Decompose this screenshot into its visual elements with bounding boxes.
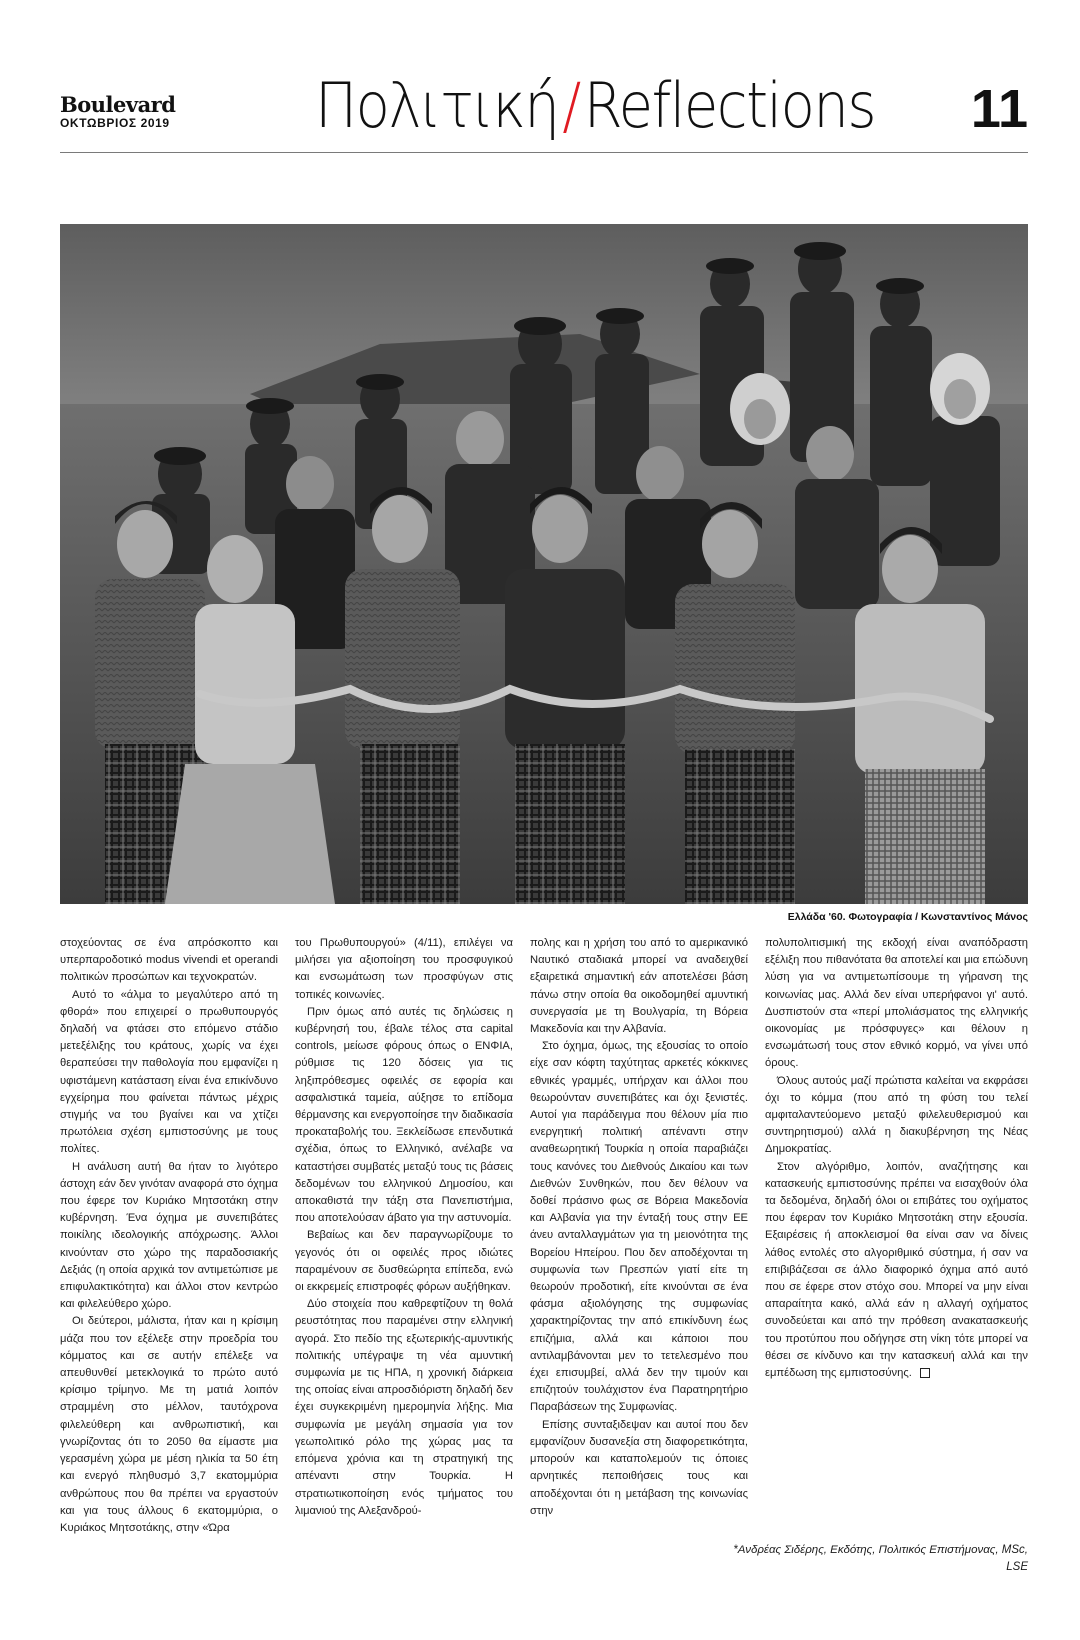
brand-logo: Boulevard (60, 92, 176, 117)
section-name: Πολιτική (315, 70, 559, 143)
article-paragraph: Η ανάλυση αυτή θα ήταν το λιγότερο άστοχη εάν δεν γινόταν αναφορά στο όχημα που έφερε τον Κυριάκο Μητσοτάκη στην κυβέρνηση. Ένα όχημα με συνεπιβάτες ποικίλης ιδεολογικής απόχρωσης. Άλλοι κινούνταν στο χώρο της παραδοσιακής Δεξιάς (η οποία αρχικά τον αντιμετώπισε με επιφυλακτικότητα) και άλλοι στον κεντρώο και φιλελεύθερο χώρο. (60, 1160, 278, 1311)
section-slash: / (562, 70, 580, 143)
article-paragraph: πολυπολιτισμική της εκδοχή είναι αναπόδραστη εξέλιξη που πιθανότατα θα αποτελεί και μια επώδυνη λύση για να αντιμετωπίσουμε τη γήρανση της κοινωνίας μας. Αλλά δεν είναι υπερήφανοι γι' αυτό. Δυσπιστούν στα «περί μπολιάσματος της ελληνικής οικονομίας με πρόσφυγες» και θέλουν η ενσωμάτωσή τους στον εθνικό κορμό, να γίνει υπό όρους. (765, 937, 1028, 1070)
article-paragraph: Στο όχημα, όμως, της εξουσίας το οποίο είχε σαν κόφτη ταχύτητας αρκετές κόκκινες εθνικές γραμμές, υπήρχαν και άλλοι που θεωρούνταν συνεπιβάτες και όχι ξενιστές. Αυτοί για παράδειγμα που θέλουν μία πιο ενεργητική πολιτική απέναντι στην αναθεωρητική Τουρκία η οποία παραβιάζει τους κανόνες του Διεθνούς Δικαίου και των Διεθνών Συνθηκών, που δεν θέλουν να δοθεί πράσινο φως σε Βόρεια Μακεδονία και Αλβανία για την ένταξή τους στην ΕΕ άνευ ανταλλαγμάτων για τη μειονότητα της Βορείου Ηπείρου. Που δεν αποδέχονται τη συμφωνία των Πρεσπών γιατί είτε τη θεωρούν προδοτική, είτε κινούνται σε ένα φάσμα αξιολόγησης της συμφωνίας χαρακτηρίζοντας την από επικίνδυνη έως επιζήμια, αλλά και κάποιοι που αντιλαμβάνονται μεν το τετελεσμένο που έχει επισυμβεί, αλλά δεν την τιμούν και επιζητούν τουλάχιστον ένα Παρατηρητήριο Παραβάσεων της Συμφωνίας. (530, 1040, 748, 1414)
article-paragraph: πολης και η χρήση του από το αμερικανικό Ναυτικό σταδιακά μπορεί να αναδειχθεί εξαιρετικά σημαντική εάν αποτελέσει βάση πάνω στην οποία θα οικοδομηθεί αμυντική συνεργασία με τη Βουλγαρία, τη Βόρεια Μακεδονία και την Αλβανία. (530, 937, 748, 1036)
section-name-en: Reflections (583, 70, 876, 143)
article-paragraph: Πριν όμως από αυτές τις δηλώσεις η κυβέρνησή του, έβαλε τέλος στα capital controls, μείωσε φόρους όπως ο ΕΝΦΙΑ, ρύθμισε τις 120 δόσεις για τις ληξιπρόθεσμες οφειλές σε εφορία και ασφαλιστικά ταμεία, αύξησε το επίδομα θέρμανσης και ενεργοποίησε την διαδικασία προκαταβολής του. Ξεκλείδωσε επενδυτικά σχέδια, όπως το Ελληνικό, ανέλαβε να καταστήσει συμβατές μεταξύ τους τις βάσεις δεδομένων του ελληνικού Δημοσίου, και αποκαθιστά την τάξη στα Πανεπιστήμια, που αποτελούσαν άβατο για την αστυνομία. (295, 1005, 513, 1225)
issue-date: ΟΚΤΩΒΡΙΟΣ 2019 (60, 116, 170, 130)
article-paragraph (765, 1159, 1028, 1383)
article-paragraph: Αυτό το «άλμα το μεγαλύτερο από τη φθορά» που επιχειρεί ο πρωθυπουργός δηλαδή να φτάσει στο επόμενο στάδιο μετεξέλιξης του κράτους, χωρίς να έχει θεραπεύσει την παθολογία που εμφανίζει η υφιστάμενη κατάσταση είναι ένα επικίνδυνο εγχείρημα που φαίνεται πάντως μέχρις στιγμής να του βγαίνει και να χτίζει πρωτόλεια σχέση εμπιστοσύνης με τους πολίτες. (60, 988, 278, 1156)
article-body (60, 935, 1028, 1595)
page-number: 11 (970, 79, 1028, 139)
article-paragraph: του Πρωθυπουργού» (4/11), επιλέγει να μιλήσει για αξιοποίηση του προσφυγικού και ενσωμάτωση των προσφύγων στις τοπικές κοινωνίες. (295, 937, 513, 1001)
article-paragraph: Οι δεύτεροι, μάλιστα, ήταν και η κρίσιμη μάζα που τον εξέλεξε στην προεδρία του κόμματος και σε αυτήν επέλεξε να απευθυνθεί μετεκλογικά το πρώτο αυτό κρίσιμο τρίμηνο. Με τη ματιά λοιπόν στραμμένη στο μέλλον, ταυτόχρονα φιλελεύθερη και ανθρωπιστική, και γνωρίζοντας ότι το 2050 θα είμαστε μια γερασμένη χώρα με μέση ηλικία τα 50 έτη και ενεργό πληθυσμό 3,7 εκατομμύρια ανθρώπους που θα πρέπει να εργαστούν και για τους άλλους 6 εκατομμύρια, ο Κυριάκος Μητσοτάκης, στην «Ώρα (60, 1315, 278, 1534)
author-byline: *Ανδρέας Σιδέρης, Εκδότης, Πολιτικός Επιστήμονας, MSc, LSE (733, 1544, 1028, 1573)
photo-caption: Ελλάδα '60. Φωτογραφία / Κωνσταντίνος Μάνος (787, 911, 1028, 923)
article-column-1 (60, 935, 278, 1537)
header-rule (60, 152, 1028, 153)
article-paragraph: Όλους αυτούς μαζί πρώτιστα καλείται να εκφράσει όχι το κόμμα (που από τη φύση του τελεί αμφιταλαντεύομενο μεταξύ φιλελευθερισμού και συντηρητισμού) αλλά η διακυβέρνηση της Νέας Δημοκρατίας. (765, 1074, 1028, 1156)
article-paragraph: Βεβαίως και δεν παραγνωρίζουμε το γεγονός ότι οι οφειλές προς ιδιώτες παραμένουν σε δυσθεώρητα επίπεδα, ενώ οι εκκρεμείς επιστροφές φόρων αυξήθηκαν. (295, 1229, 513, 1294)
article-paragraph-text: Στον αλγόριθμο, λοιπόν, αναζήτησης και κατασκευής εμπιστοσύνης πρέπει να εισαχθούν όλα τα δεδομένα, δηλαδή όλοι οι επιβάτες του οχήματος που έφεραν τον Κυριάκο Μητσοτάκη στην εξουσία. Εξαιρέσεις ή αποκλεισμοί θα είναι σαν να δίνεις λάθος εντολές στο αλγοριθμικό σύστημα, ή σαν να επιβιβάζεσαι σε άλλο διαφορικό όχημα από αυτό που σε έφερε στον στόχο σου. Μπορεί να μην είναι απαραίτητα κακό, αλλά εάν η αλλαγή οχήματος συνοδεύεται και από την πρόθεση ανακατασκευής του προτύπου που οδήγησε στη νίκη τότε μπορεί να θέσει σε κίνδυνο και την κατασκευή αλλά και την εμπέδωση της εμπιστοσύνης. (765, 1160, 1028, 1380)
section-title (315, 70, 875, 148)
photo-placeholder (60, 224, 1028, 904)
lead-photo (60, 224, 1028, 904)
article-paragraph: Δύο στοιχεία που καθρεφτίζουν τη θολά ρευστότητας που παραμένει στην ελληνική αγορά. Στο πεδίο της εξωτερικής-αμυντικής πολιτικής υπέγραψε τη νέα αμυντική συμφωνία με τις ΗΠΑ, η χρονική διάρκεια της οποίας είναι απροσδιόριστη δηλαδή δεν έχει συγκεκριμένη ημερομηνία λήξης. Μια συμφωνία με μεγάλη σημασία για τον γεωπολιτικό ρόλο της χώρας μας τα επόμενα χρόνια και τη στρατηγική της απέναντι στην Τουρκία. Η στρατιωτικοποίηση ενός τμήματος του λιμανιού της Αλεξανδρού- (295, 1298, 513, 1517)
end-of-article-icon (920, 1368, 930, 1378)
article-paragraph: Επίσης συνταξιδεψαν και αυτοί που δεν εμφανίζουν δυσανεξία στη διαφορετικότητα, μπορούν και καταπολεμούν τις όποιες αρνητικές πεποιθήσεις τους και αποδέχονται ότι η μετάβαση της κοινωνίας στην (530, 1418, 748, 1517)
article-paragraph: στοχεύοντας σε ένα απρόσκοπτο και υπερπαροδοτικό modus vivendi et operandi πολιτικών προσώπων και τεχνοκρατών. (60, 937, 278, 984)
article-column-2 (295, 935, 513, 1520)
article-column-3 (530, 935, 748, 1520)
masthead (0, 0, 1080, 160)
article-column-4 (765, 935, 1028, 1382)
